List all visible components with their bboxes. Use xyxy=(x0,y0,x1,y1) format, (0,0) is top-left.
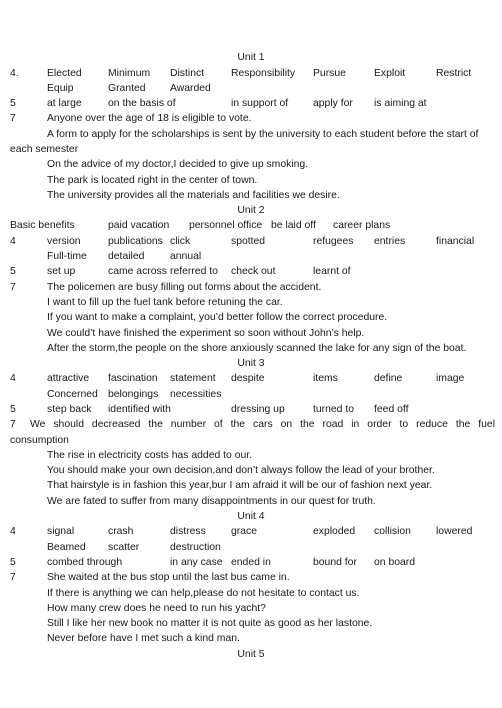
unit-4-q5-row: 5 combed through in any case ended in bound for on board xyxy=(10,557,416,568)
unit-2-q7-sentence-2: I want to fill up the fuel tank before retuning the car. xyxy=(47,297,283,308)
unit-4-q7-sentence-2: If there is anything we can help,please do not hesitate to contact us. xyxy=(47,588,360,599)
unit-4-q7-sentence-4: Still I like her new book no matter it is not quite as good as her lastone. xyxy=(47,618,373,629)
unit-4-q4-row-1: 4 signal crash distress grace exploded collision lowered xyxy=(10,526,473,537)
unit-3-q7-sentence-2: The rise in electricity costs has added to our. xyxy=(47,450,253,461)
unit-3-q5-row: 5 step back identified with dressing up turned to feed off xyxy=(10,404,409,415)
unit-2-q7-sentence-3: If you want to make a complaint, you’d better follow the correct procedure. xyxy=(47,312,388,323)
unit-3-q4-row-2: Concerned belongings necessities xyxy=(47,389,222,400)
unit-4-title: Unit 4 xyxy=(237,511,265,522)
unit-2-title: Unit 2 xyxy=(237,205,265,216)
unit-4-q7-sentence-3: How many crew does he need to run his yacht? xyxy=(47,603,266,614)
unit-2-q4-row-1: 4 version publications click spotted refugees entries financial xyxy=(10,236,475,247)
unit-1-q4-row-2: Equip Granted Awarded xyxy=(47,83,211,94)
unit-1-q7-sentence-5: The university provides all the materials and facilities we desire. xyxy=(47,190,340,201)
unit-1-q7-sentence-4: The park is located right in the center of town. xyxy=(47,175,258,186)
unit-4-q7-first: 7 She waited at the bus stop until the last bus came in. xyxy=(10,572,290,583)
unit-1-q7-sentence-3: On the advice of my doctor,I decided to give up smoking. xyxy=(47,159,309,170)
unit-3-q7-sentence-3: You should make your own decision,and don’t always follow the lead of your brother. xyxy=(47,465,435,476)
unit-4-q7-sentence-5: Never before have I met such a kind man. xyxy=(47,633,240,644)
unit-3-q7-first-b: consumption xyxy=(10,435,69,446)
unit-2-q4-row-2: Full-time detailed annual xyxy=(47,251,202,262)
unit-3-q7-sentence-5: We are fated to suffer from many disappointments in our quest for truth. xyxy=(47,496,376,507)
unit-2-q5-row: 5 set up came across referred to check out learnt of xyxy=(10,266,351,277)
unit-1-q5-row: 5 at large on the basis of in support of apply for is aiming at xyxy=(10,98,427,109)
unit-3-q4-row-1: 4 attractive fascination statement despite items define image xyxy=(10,373,465,384)
unit-1-q7-sentence-2a: A form to apply for the scholarships is sent by the university to each student before the start of xyxy=(47,129,479,140)
unit-1-q4-row-1: 4. Elected Minimum Distinct Responsibility Pursue Exploit Restrict xyxy=(10,68,472,79)
unit-2-q7-sentence-5: After the storm,the people on the shore anxiously scanned the lake for any sign of the boat. xyxy=(47,343,467,354)
unit-2-header-row: Basic benefits paid vacation personnel office be laid off career plans xyxy=(10,220,391,231)
unit-2-q7-first: 7 The policemen are busy filling out forms about the accident. xyxy=(10,282,322,293)
unit-1-q7-sentence-2b: each semester xyxy=(10,144,79,155)
unit-3-q7-sentence-4: That hairstyle is in fashion this year,bur I am afraid it will be our of fashion next year. xyxy=(47,480,433,491)
unit-5-title: Unit 5 xyxy=(237,649,265,660)
unit-4-q4-row-2: Beamed scatter destruction xyxy=(47,542,221,553)
unit-2-q7-sentence-4: We could’t have finished the experiment so soon without John’s help. xyxy=(47,328,365,339)
unit-1-q7-first: 7 Anyone over the age of 18 is eligible to vote. xyxy=(10,113,252,124)
unit-3-title: Unit 3 xyxy=(237,358,265,369)
unit-3-q7-first-a: 7 We should decreased the number of the cars on the road in order to reduce the fuel xyxy=(10,419,495,430)
unit-1-title: Unit 1 xyxy=(237,52,265,63)
